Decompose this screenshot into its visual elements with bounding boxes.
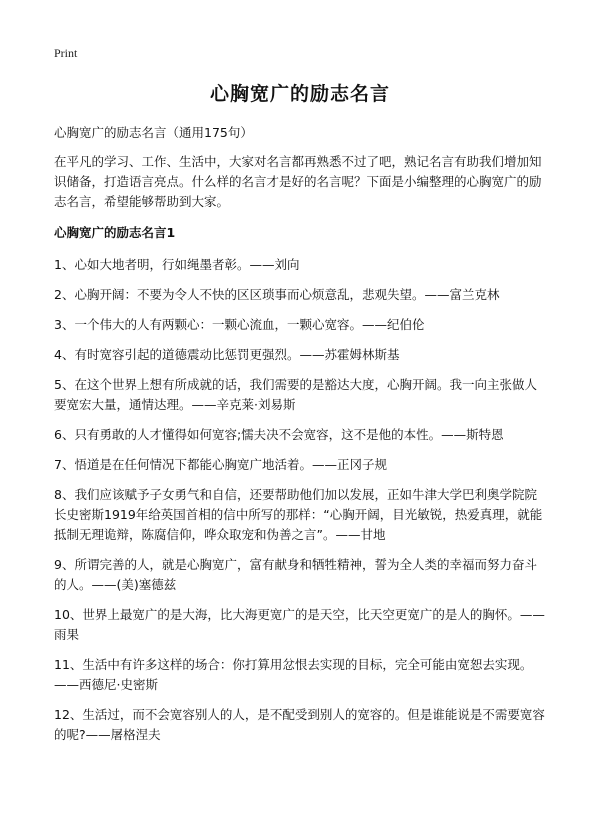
quote-item: 7、悟道是在任何情况下都能心胸宽广地活着。——正冈子规 — [54, 457, 387, 472]
quote-item: 4、有时宽容引起的道德震动比惩罚更强烈。——苏霍姆林斯基 — [54, 347, 400, 362]
section-heading: 心胸宽广的励志名言1 — [54, 225, 176, 240]
quote-item: 8、我们应该赋予子女勇气和自信，还要帮助他们加以发展，正如牛津大学巴利奥学院院长史密斯1919年给英国首相的信中所写的那样：“心胸开阔，目光敏锐，热爱真理，就能抵制无理诡辩，陈腐信仰，哗众取宠和伪善之言”。——甘地 — [54, 487, 543, 542]
quote-item: 10、世界上最宽广的是大海，比大海更宽广的是天空，比天空更宽广的是人的胸怀。——雨果 — [54, 607, 545, 642]
quote-item: 3、一个伟大的人有两颗心：一颗心流血，一颗心宽容。——纪伯伦 — [54, 317, 425, 332]
quote-item: 2、心胸开阔：不要为令人不快的区区琐事而心烦意乱，悲观失望。——富兰克林 — [54, 287, 500, 302]
quote-item: 12、生活过，而不会宽容别人的人，是不配受到别人的宽容的。但是谁能说是不需要宽容的呢?——屠格涅夫 — [54, 707, 545, 742]
document-subtitle: 心胸宽广的励志名言（通用175句） — [54, 125, 253, 140]
quote-item: 1、心如大地者明，行如绳墨者彰。——刘向 — [54, 257, 300, 272]
quote-item: 11、生活中有许多这样的场合：你打算用忿恨去实现的目标，完全可能由宽恕去实现。——西德尼·史密斯 — [54, 657, 533, 692]
page-title: 心胸宽广的励志名言 — [209, 83, 390, 105]
print-label: Print — [54, 46, 78, 60]
intro-paragraph: 在平凡的学习、工作、生活中，大家对名言都再熟悉不过了吧，熟记名言有助我们增加知识储备，打造语言亮点。什么样的名言才是好的名言呢？下面是小编整理的心胸宽广的励志名言，希望能够帮助到大家。 — [54, 154, 542, 209]
quote-item: 9、所谓完善的人，就是心胸宽广，富有献身和牺牲精神，誓为全人类的幸福而努力奋斗的人。——(美)塞德兹 — [54, 557, 537, 592]
quote-item: 6、只有勇敢的人才懂得如何宽容;懦夫决不会宽容，这不是他的本性。——斯特恩 — [54, 427, 504, 442]
quote-item: 5、在这个世界上想有所成就的话，我们需要的是豁达大度，心胸开阔。我一向主张做人要宽宏大量，通情达理。——辛克莱·刘易斯 — [54, 377, 537, 412]
